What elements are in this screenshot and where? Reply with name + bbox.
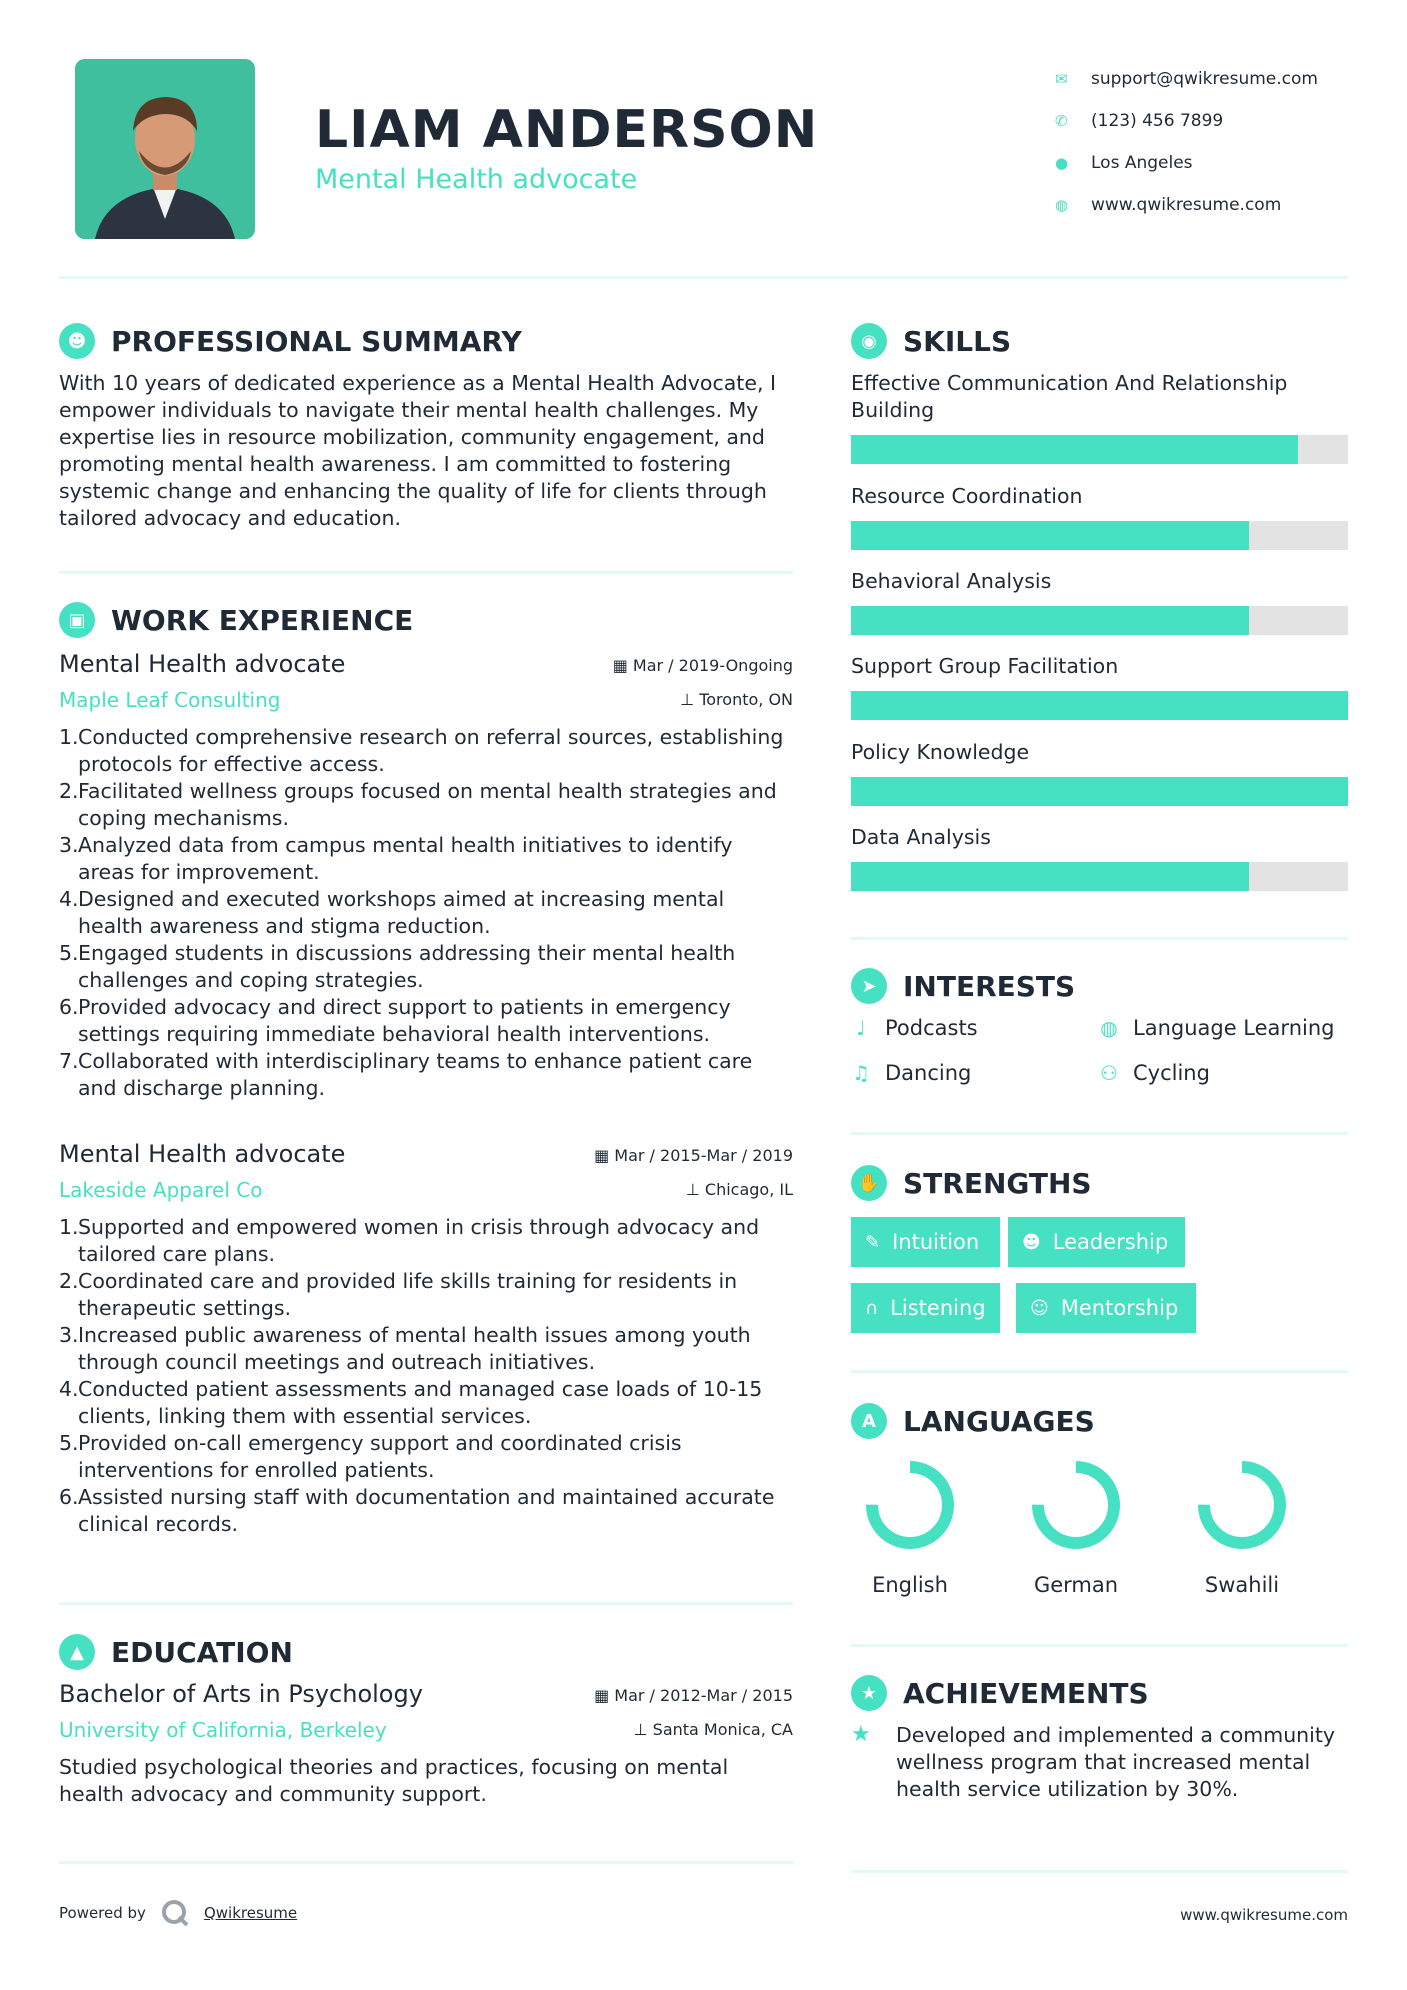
microphone-icon: ♩ xyxy=(856,1016,866,1040)
list-item: 1. Supported and empowered women in crisis through advocacy and tailored care plans. xyxy=(59,1215,760,1266)
footer-powered-by xyxy=(59,1898,297,1928)
job-duties-list xyxy=(59,1214,793,1538)
candidate-headline: Mental Health advocate xyxy=(315,164,638,195)
footer-url[interactable]: www.qwikresume.com xyxy=(1180,1906,1348,1924)
interest-item xyxy=(1099,1061,1210,1085)
job-company: Maple Leaf Consulting xyxy=(59,688,281,712)
skills-heading xyxy=(851,323,1011,359)
achievements-title: ACHIEVEMENTS xyxy=(903,1676,1149,1710)
language-ring xyxy=(862,1457,958,1553)
contact-website[interactable] xyxy=(1055,184,1385,226)
languages-divider xyxy=(851,1644,1348,1647)
achievements-heading xyxy=(851,1675,1149,1711)
skill-item xyxy=(851,739,1348,766)
education-location-text: Santa Monica, CA xyxy=(652,1720,793,1739)
job-location xyxy=(680,690,793,709)
skill-name: Data Analysis xyxy=(851,825,991,849)
brand-link[interactable]: Qwikresume xyxy=(203,1904,298,1922)
skill-name: Resource Coordination xyxy=(851,484,1083,508)
users-icon: ☻ xyxy=(1022,1231,1041,1253)
strength-chip xyxy=(1008,1217,1185,1267)
strengths-divider xyxy=(851,1370,1348,1373)
language-ring xyxy=(1194,1457,1290,1553)
education-heading xyxy=(59,1634,293,1670)
contact-email-text: support@qwikresume.com xyxy=(1091,69,1318,89)
achievement-text: Developed and implemented a community wellness program that increased mental health service utilization by 30%. xyxy=(896,1723,1336,1801)
calendar-icon: ▦ xyxy=(612,656,633,675)
star-icon: ★ xyxy=(851,1722,871,1747)
strength-chip xyxy=(851,1283,1000,1333)
strength-chip xyxy=(851,1217,1000,1267)
skill-bar xyxy=(851,435,1348,464)
skill-bar-fill xyxy=(851,435,1298,464)
powered-by-text: Powered by xyxy=(59,1904,146,1922)
skill-item xyxy=(851,370,1348,424)
strengths-title: STRENGTHS xyxy=(903,1166,1092,1200)
phone-icon: ✆ xyxy=(1055,112,1068,130)
interest-label: Cycling xyxy=(1133,1061,1210,1085)
contact-location-text: Los Angeles xyxy=(1091,153,1193,173)
job-dates-text: Mar / 2015-Mar / 2019 xyxy=(614,1146,793,1165)
star-badge-icon: ★ xyxy=(851,1675,887,1711)
map-pin-icon: ● xyxy=(1055,154,1069,172)
list-item: 3. Analyzed data from campus mental health initiatives to identify areas for improvement. xyxy=(59,833,733,884)
strengths-heading xyxy=(851,1165,1092,1201)
language-item xyxy=(1182,1457,1302,1597)
education-divider xyxy=(59,1861,793,1864)
education-description: Studied psychological theories and practices, focusing on mental health advocacy and community support. xyxy=(59,1755,729,1806)
briefcase-icon: ▣ xyxy=(59,602,95,638)
language-name: English xyxy=(872,1573,948,1597)
job-duties-list xyxy=(59,724,793,1102)
strength-label: Mentorship xyxy=(1060,1296,1179,1320)
list-item: 7. Collaborated with interdisciplinary teams to enhance patient care and discharge planning. xyxy=(59,1049,753,1100)
job-dates xyxy=(594,1146,793,1165)
interest-label: Podcasts xyxy=(885,1016,978,1040)
strength-label: Leadership xyxy=(1052,1230,1169,1254)
list-item: 1. Conducted comprehensive research on referral sources, establishing protocols for effective access. xyxy=(59,725,784,776)
skill-bar xyxy=(851,691,1348,720)
education-dates xyxy=(594,1686,793,1705)
skill-item xyxy=(851,483,1348,510)
interests-divider xyxy=(851,1132,1348,1135)
interest-item xyxy=(1099,1016,1334,1040)
interest-label: Dancing xyxy=(885,1061,972,1085)
language-name: German xyxy=(1033,1573,1119,1597)
lightbulb-icon: ◉ xyxy=(851,323,887,359)
skill-name: Effective Communication And Relationship Building xyxy=(851,371,1288,422)
summary-heading xyxy=(59,323,522,359)
list-item: 5. Provided on-call emergency support and coordinated crisis interventions for enrolled patients. xyxy=(59,1431,682,1482)
skill-bar-fill xyxy=(851,521,1249,550)
skill-bar-fill xyxy=(851,691,1348,720)
calendar-icon: ▦ xyxy=(594,1146,615,1165)
contact-email[interactable] xyxy=(1055,58,1385,100)
job-company: Lakeside Apparel Co xyxy=(59,1178,263,1202)
calendar-icon: ▦ xyxy=(594,1686,615,1705)
header-divider xyxy=(59,276,1348,279)
skill-name: Support Group Facilitation xyxy=(851,654,1119,678)
profile-photo xyxy=(75,59,255,239)
degree-title: Bachelor of Arts in Psychology xyxy=(59,1680,423,1708)
job-dates xyxy=(613,656,793,675)
candidate-name: LIAM ANDERSON xyxy=(315,100,819,160)
language-item xyxy=(1016,1457,1136,1597)
achievements-divider xyxy=(851,1870,1348,1873)
paper-plane-icon: ➤ xyxy=(851,968,887,1004)
strength-label: Intuition xyxy=(892,1230,980,1254)
school-name: University of California, Berkeley xyxy=(59,1718,387,1742)
skill-bar xyxy=(851,606,1348,635)
work-divider xyxy=(59,1602,793,1605)
skill-bar-fill xyxy=(851,606,1249,635)
education-location xyxy=(634,1720,793,1739)
skill-item xyxy=(851,653,1348,680)
contact-phone[interactable] xyxy=(1055,100,1385,142)
pin-icon: ⊥ xyxy=(685,1180,705,1199)
job-location-text: Chicago, IL xyxy=(704,1180,793,1199)
bicycle-icon: ⚇ xyxy=(1100,1061,1118,1085)
skill-bar xyxy=(851,777,1348,806)
user-plus-icon: ☺ xyxy=(1030,1297,1049,1319)
music-note-icon: ♫ xyxy=(852,1061,870,1085)
contact-website-text: www.qwikresume.com xyxy=(1091,195,1282,215)
list-item: 5. Engaged students in discussions addressing their mental health challenges and coping strategies. xyxy=(59,941,736,992)
interests-title: INTERESTS xyxy=(903,969,1076,1003)
job-entry xyxy=(59,650,793,1102)
skill-bar-fill xyxy=(851,862,1249,891)
magic-wand-icon: ✎ xyxy=(865,1231,881,1253)
contact-list xyxy=(1055,58,1385,226)
skill-item xyxy=(851,824,1348,851)
list-item: 2. Coordinated care and provided life skills training for residents in therapeutic settings. xyxy=(59,1269,738,1320)
job-title: Mental Health advocate xyxy=(59,1140,346,1168)
language-icon: A xyxy=(851,1403,887,1439)
summary-divider xyxy=(59,571,793,574)
skills-title: SKILLS xyxy=(903,324,1012,358)
language-ring xyxy=(1028,1457,1124,1553)
summary-text: With 10 years of dedicated experience as a Mental Health Advocate, I empower individuals to navigate their mental health challenges. My expertise lies in resource mobilization, community engagement, and promoting mental health awareness. I am committed to fostering systemic change and enhancing the quality of life for clients through tailored advocacy and education. xyxy=(59,371,777,530)
globe-icon: ◍ xyxy=(1100,1016,1118,1040)
list-item: 6. Assisted nursing staff with documentation and maintained accurate clinical records. xyxy=(59,1485,775,1536)
skill-item xyxy=(851,568,1348,595)
headphones-icon: ∩ xyxy=(865,1297,879,1319)
skill-name: Behavioral Analysis xyxy=(851,569,1052,593)
envelope-icon: ✉ xyxy=(1055,70,1068,88)
list-item: 3. Increased public awareness of mental health issues among youth through council meetings and outreach initiatives. xyxy=(59,1323,751,1374)
pin-icon: ⊥ xyxy=(633,1720,653,1739)
education-title: EDUCATION xyxy=(111,1635,293,1669)
language-name: Swahili xyxy=(1204,1573,1280,1597)
job-dates-text: Mar / 2019-Ongoing xyxy=(632,656,793,675)
languages-title: LANGUAGES xyxy=(903,1404,1095,1438)
skill-bar xyxy=(851,862,1348,891)
list-item: 2. Facilitated wellness groups focused on mental health strategies and coping mechanisms. xyxy=(59,779,777,830)
summary-title: PROFESSIONAL SUMMARY xyxy=(111,324,522,358)
contact-location xyxy=(1055,142,1385,184)
job-location-text: Toronto, ON xyxy=(699,690,793,709)
list-item: 6. Provided advocacy and direct support to patients in emergency settings requiring immediate behavioral health interventions. xyxy=(59,995,731,1046)
work-title: WORK EXPERIENCE xyxy=(111,603,414,637)
interest-item xyxy=(851,1061,971,1085)
skill-bar-fill xyxy=(851,777,1348,806)
interest-label: Language Learning xyxy=(1133,1016,1335,1040)
work-heading xyxy=(59,602,413,638)
skill-bar xyxy=(851,521,1348,550)
hand-icon: ✋ xyxy=(851,1165,887,1201)
user-icon: ☻ xyxy=(59,323,95,359)
list-item: 4. Designed and executed workshops aimed at increasing mental health awareness and stigma reduction. xyxy=(59,887,725,938)
strength-label: Listening xyxy=(890,1296,986,1320)
pin-icon: ⊥ xyxy=(680,690,700,709)
interests-heading xyxy=(851,968,1075,1004)
interest-item xyxy=(851,1016,978,1040)
skill-name: Policy Knowledge xyxy=(851,740,1030,764)
achievement-item xyxy=(851,1722,1348,1803)
education-dates-text: Mar / 2012-Mar / 2015 xyxy=(614,1686,793,1705)
strength-chip xyxy=(1016,1283,1196,1333)
contact-phone-text: (123) 456 7899 xyxy=(1091,111,1224,131)
languages-heading xyxy=(851,1403,1095,1439)
graduation-cap-icon: ▲ xyxy=(59,1634,95,1670)
skills-divider xyxy=(851,937,1348,940)
job-location xyxy=(686,1180,793,1199)
qwikresume-logo-icon xyxy=(160,1898,190,1928)
language-item xyxy=(850,1457,970,1597)
education-entry xyxy=(59,1680,793,1808)
job-entry xyxy=(59,1140,793,1538)
list-item: 4. Conducted patient assessments and managed case loads of 10-15 clients, linking them with essential services. xyxy=(59,1377,763,1428)
globe-icon: ◍ xyxy=(1055,196,1069,214)
job-title: Mental Health advocate xyxy=(59,650,346,678)
